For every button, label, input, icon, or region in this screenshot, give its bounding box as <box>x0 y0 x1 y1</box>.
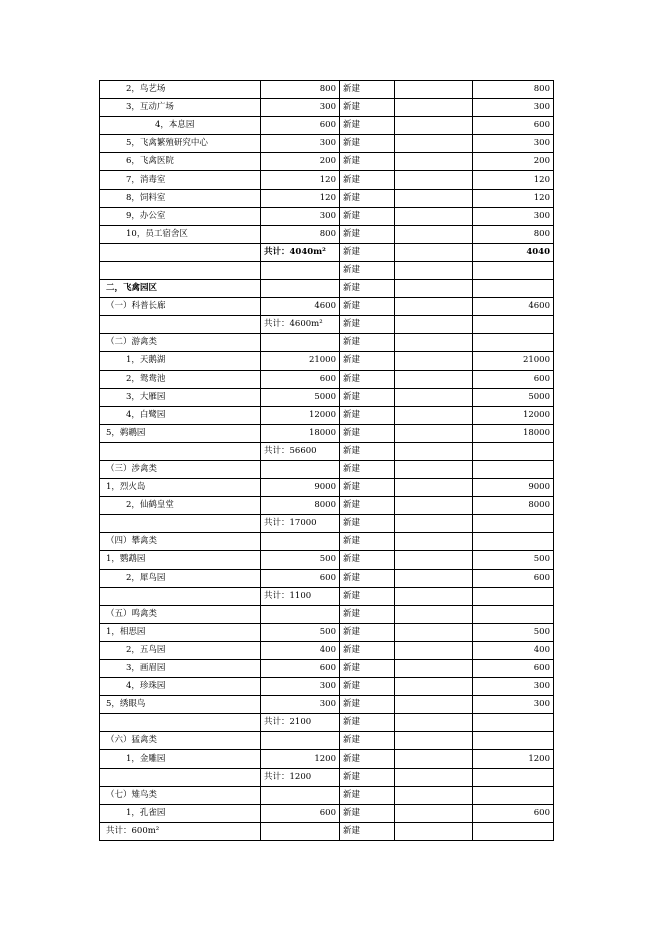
amount-cell <box>473 280 554 298</box>
item-name-cell <box>100 261 261 279</box>
area-cell: 300 <box>261 207 340 225</box>
subtotal-row <box>100 515 554 533</box>
amount-cell <box>473 533 554 551</box>
item-name-cell: 5，鹈鹕园 <box>100 424 261 442</box>
amount-cell: 120 <box>473 189 554 207</box>
amount-cell: 1200 <box>473 750 554 768</box>
item-name-cell: 二，飞禽园区 <box>100 280 261 298</box>
blank-cell <box>395 587 473 605</box>
blank-cell <box>395 442 473 460</box>
item-name-cell: 3，大雁园 <box>100 388 261 406</box>
item-name-cell: （一）科普长廊 <box>100 298 261 316</box>
area-cell: 9000 <box>261 479 340 497</box>
blank-cell <box>395 678 473 696</box>
area-cell: 共计：2100 <box>261 714 340 732</box>
amount-cell <box>473 334 554 352</box>
amount-cell: 600 <box>473 117 554 135</box>
amount-cell <box>473 768 554 786</box>
status-cell: 新建 <box>340 696 395 714</box>
area-cell: 300 <box>261 99 340 117</box>
table-row <box>100 732 554 750</box>
blank-cell <box>395 81 473 99</box>
blank-cell <box>395 641 473 659</box>
area-cell: 600 <box>261 117 340 135</box>
status-cell: 新建 <box>340 479 395 497</box>
blank-cell <box>395 352 473 370</box>
area-cell: 共计：1200 <box>261 768 340 786</box>
amount-cell <box>473 605 554 623</box>
item-name-cell: 1，相思园 <box>100 623 261 641</box>
blank-cell <box>395 424 473 442</box>
amount-cell: 4040 <box>473 243 554 261</box>
amount-cell <box>473 261 554 279</box>
amount-cell: 300 <box>473 678 554 696</box>
table-row <box>100 370 554 388</box>
blank-cell <box>395 479 473 497</box>
amount-cell: 300 <box>473 696 554 714</box>
item-name-cell: 6，飞禽医院 <box>100 153 261 171</box>
area-cell: 800 <box>261 81 340 99</box>
blank-cell <box>395 497 473 515</box>
status-cell: 新建 <box>340 370 395 388</box>
item-name-cell: 1，鹦鹉园 <box>100 551 261 569</box>
item-name-cell: 共计：600m² <box>100 822 261 840</box>
blank-cell <box>395 370 473 388</box>
blank-cell <box>395 280 473 298</box>
item-name-cell: 1，金雕园 <box>100 750 261 768</box>
area-cell: 21000 <box>261 352 340 370</box>
blank-cell <box>395 786 473 804</box>
blank-cell <box>395 406 473 424</box>
area-cell: 120 <box>261 189 340 207</box>
amount-cell: 21000 <box>473 352 554 370</box>
subtotal-row <box>100 714 554 732</box>
amount-cell <box>473 587 554 605</box>
amount-cell: 120 <box>473 171 554 189</box>
blank-cell <box>395 515 473 533</box>
table-row <box>100 551 554 569</box>
amount-cell: 800 <box>473 81 554 99</box>
status-cell: 新建 <box>340 714 395 732</box>
table-row <box>100 334 554 352</box>
status-cell: 新建 <box>340 569 395 587</box>
amount-cell: 600 <box>473 569 554 587</box>
status-cell: 新建 <box>340 153 395 171</box>
amount-cell: 8000 <box>473 497 554 515</box>
item-name-cell: 3，画眉园 <box>100 660 261 678</box>
area-cell: 600 <box>261 804 340 822</box>
item-name-cell: 4，白鹭园 <box>100 406 261 424</box>
table-row <box>100 117 554 135</box>
item-name-cell: 9，办公室 <box>100 207 261 225</box>
item-name-cell: 7，消毒室 <box>100 171 261 189</box>
amount-cell <box>473 460 554 478</box>
status-cell: 新建 <box>340 424 395 442</box>
blank-cell <box>395 460 473 478</box>
area-cell: 4600 <box>261 298 340 316</box>
status-cell: 新建 <box>340 551 395 569</box>
blank-cell <box>395 714 473 732</box>
blank-cell <box>395 605 473 623</box>
table-row <box>100 605 554 623</box>
table-row <box>100 460 554 478</box>
blank-cell <box>395 334 473 352</box>
table-row <box>100 406 554 424</box>
amount-cell: 600 <box>473 660 554 678</box>
project-table <box>99 80 554 841</box>
table-row <box>100 678 554 696</box>
area-cell: 8000 <box>261 497 340 515</box>
table-row <box>100 261 554 279</box>
area-cell: 600 <box>261 569 340 587</box>
status-cell: 新建 <box>340 243 395 261</box>
table-row <box>100 153 554 171</box>
status-cell: 新建 <box>340 660 395 678</box>
blank-cell <box>395 243 473 261</box>
amount-cell <box>473 515 554 533</box>
amount-cell <box>473 316 554 334</box>
area-cell <box>261 261 340 279</box>
blank-cell <box>395 225 473 243</box>
status-cell: 新建 <box>340 442 395 460</box>
amount-cell: 500 <box>473 551 554 569</box>
status-cell: 新建 <box>340 623 395 641</box>
area-cell: 600 <box>261 660 340 678</box>
amount-cell <box>473 442 554 460</box>
status-cell: 新建 <box>340 460 395 478</box>
blank-cell <box>395 660 473 678</box>
item-name-cell: 1，烈火岛 <box>100 479 261 497</box>
table-row <box>100 569 554 587</box>
amount-cell: 300 <box>473 135 554 153</box>
item-name-cell: 2，五鸟园 <box>100 641 261 659</box>
item-name-cell: （六）猛禽类 <box>100 732 261 750</box>
amount-cell: 4600 <box>473 298 554 316</box>
status-cell: 新建 <box>340 750 395 768</box>
status-cell: 新建 <box>340 135 395 153</box>
area-cell: 共计：17000 <box>261 515 340 533</box>
item-name-cell <box>100 515 261 533</box>
status-cell: 新建 <box>340 768 395 786</box>
area-cell: 共计：56600 <box>261 442 340 460</box>
status-cell: 新建 <box>340 99 395 117</box>
area-cell: 500 <box>261 623 340 641</box>
status-cell: 新建 <box>340 605 395 623</box>
status-cell: 新建 <box>340 280 395 298</box>
table-row <box>100 822 554 840</box>
blank-cell <box>395 189 473 207</box>
blank-cell <box>395 551 473 569</box>
item-name-cell: 10，员工宿舍区 <box>100 225 261 243</box>
status-cell: 新建 <box>340 822 395 840</box>
table-row <box>100 497 554 515</box>
area-cell: 300 <box>261 135 340 153</box>
item-name-cell <box>100 768 261 786</box>
status-cell: 新建 <box>340 497 395 515</box>
amount-cell: 12000 <box>473 406 554 424</box>
area-cell: 120 <box>261 171 340 189</box>
item-name-cell: 4，本息园 <box>100 117 261 135</box>
status-cell: 新建 <box>340 406 395 424</box>
blank-cell <box>395 388 473 406</box>
area-cell: 200 <box>261 153 340 171</box>
status-cell: 新建 <box>340 533 395 551</box>
amount-cell: 18000 <box>473 424 554 442</box>
blank-cell <box>395 135 473 153</box>
area-cell <box>261 822 340 840</box>
blank-cell <box>395 316 473 334</box>
item-name-cell: 2，犀鸟园 <box>100 569 261 587</box>
area-cell: 400 <box>261 641 340 659</box>
subtotal-row <box>100 243 554 261</box>
blank-cell <box>395 696 473 714</box>
area-cell <box>261 786 340 804</box>
table-row <box>100 804 554 822</box>
item-name-cell: 2，鸳鸯池 <box>100 370 261 388</box>
table-row <box>100 225 554 243</box>
blank-cell <box>395 822 473 840</box>
amount-cell: 600 <box>473 370 554 388</box>
subtotal-row <box>100 316 554 334</box>
item-name-cell: （七）雉鸟类 <box>100 786 261 804</box>
status-cell: 新建 <box>340 316 395 334</box>
amount-cell: 600 <box>473 804 554 822</box>
blank-cell <box>395 533 473 551</box>
status-cell: 新建 <box>340 261 395 279</box>
area-cell: 600 <box>261 370 340 388</box>
table-row <box>100 750 554 768</box>
table-body <box>100 81 554 841</box>
table-row <box>100 660 554 678</box>
area-cell: 18000 <box>261 424 340 442</box>
amount-cell <box>473 714 554 732</box>
table-row <box>100 189 554 207</box>
status-cell: 新建 <box>340 515 395 533</box>
subtotal-row <box>100 768 554 786</box>
amount-cell: 500 <box>473 623 554 641</box>
item-name-cell: （五）鸣禽类 <box>100 605 261 623</box>
blank-cell <box>395 732 473 750</box>
area-cell: 500 <box>261 551 340 569</box>
area-cell: 5000 <box>261 388 340 406</box>
amount-cell: 300 <box>473 99 554 117</box>
status-cell: 新建 <box>340 117 395 135</box>
table-row <box>100 352 554 370</box>
table-row <box>100 623 554 641</box>
item-name-cell <box>100 587 261 605</box>
area-cell: 12000 <box>261 406 340 424</box>
area-cell <box>261 732 340 750</box>
blank-cell <box>395 153 473 171</box>
table-row <box>100 280 554 298</box>
item-name-cell <box>100 316 261 334</box>
subtotal-row <box>100 587 554 605</box>
area-cell <box>261 460 340 478</box>
status-cell: 新建 <box>340 732 395 750</box>
status-cell: 新建 <box>340 641 395 659</box>
amount-cell: 200 <box>473 153 554 171</box>
amount-cell: 800 <box>473 225 554 243</box>
area-cell <box>261 605 340 623</box>
blank-cell <box>395 171 473 189</box>
blank-cell <box>395 207 473 225</box>
area-cell: 1200 <box>261 750 340 768</box>
area-cell: 300 <box>261 678 340 696</box>
blank-cell <box>395 298 473 316</box>
table-row <box>100 479 554 497</box>
table-row <box>100 298 554 316</box>
table-row <box>100 81 554 99</box>
table-row <box>100 207 554 225</box>
table-row <box>100 171 554 189</box>
item-name-cell: 1，天鹅湖 <box>100 352 261 370</box>
status-cell: 新建 <box>340 678 395 696</box>
amount-cell: 9000 <box>473 479 554 497</box>
subtotal-row <box>100 442 554 460</box>
item-name-cell: （三）涉禽类 <box>100 460 261 478</box>
area-cell <box>261 533 340 551</box>
item-name-cell: 2，仙鹤皇堂 <box>100 497 261 515</box>
blank-cell <box>395 768 473 786</box>
amount-cell <box>473 732 554 750</box>
area-cell: 共计：4600m² <box>261 316 340 334</box>
table-row <box>100 424 554 442</box>
status-cell: 新建 <box>340 334 395 352</box>
table-row <box>100 99 554 117</box>
table-row <box>100 696 554 714</box>
area-cell: 800 <box>261 225 340 243</box>
item-name-cell: 3，互动广场 <box>100 99 261 117</box>
amount-cell: 300 <box>473 207 554 225</box>
status-cell: 新建 <box>340 587 395 605</box>
status-cell: 新建 <box>340 225 395 243</box>
status-cell: 新建 <box>340 804 395 822</box>
blank-cell <box>395 804 473 822</box>
area-cell <box>261 334 340 352</box>
table-row <box>100 135 554 153</box>
status-cell: 新建 <box>340 207 395 225</box>
item-name-cell: （四）攀禽类 <box>100 533 261 551</box>
area-cell: 300 <box>261 696 340 714</box>
blank-cell <box>395 261 473 279</box>
status-cell: 新建 <box>340 298 395 316</box>
blank-cell <box>395 623 473 641</box>
amount-cell <box>473 786 554 804</box>
blank-cell <box>395 569 473 587</box>
item-name-cell: 5，绣眼鸟 <box>100 696 261 714</box>
amount-cell: 400 <box>473 641 554 659</box>
item-name-cell: 1，孔雀园 <box>100 804 261 822</box>
item-name-cell: 2，鸟艺场 <box>100 81 261 99</box>
status-cell: 新建 <box>340 171 395 189</box>
item-name-cell: 8，饲料室 <box>100 189 261 207</box>
area-cell: 共计：4040m² <box>261 243 340 261</box>
table-row <box>100 388 554 406</box>
table-row <box>100 786 554 804</box>
status-cell: 新建 <box>340 189 395 207</box>
status-cell: 新建 <box>340 352 395 370</box>
amount-cell <box>473 822 554 840</box>
item-name-cell: （二）游禽类 <box>100 334 261 352</box>
status-cell: 新建 <box>340 81 395 99</box>
amount-cell: 5000 <box>473 388 554 406</box>
item-name-cell <box>100 714 261 732</box>
blank-cell <box>395 117 473 135</box>
item-name-cell: 5，飞禽繁殖研究中心 <box>100 135 261 153</box>
item-name-cell: 4，珍珠园 <box>100 678 261 696</box>
area-cell <box>261 280 340 298</box>
status-cell: 新建 <box>340 388 395 406</box>
item-name-cell <box>100 442 261 460</box>
area-cell: 共计：1100 <box>261 587 340 605</box>
item-name-cell <box>100 243 261 261</box>
blank-cell <box>395 99 473 117</box>
table-row <box>100 533 554 551</box>
status-cell: 新建 <box>340 786 395 804</box>
blank-cell <box>395 750 473 768</box>
table-row <box>100 641 554 659</box>
